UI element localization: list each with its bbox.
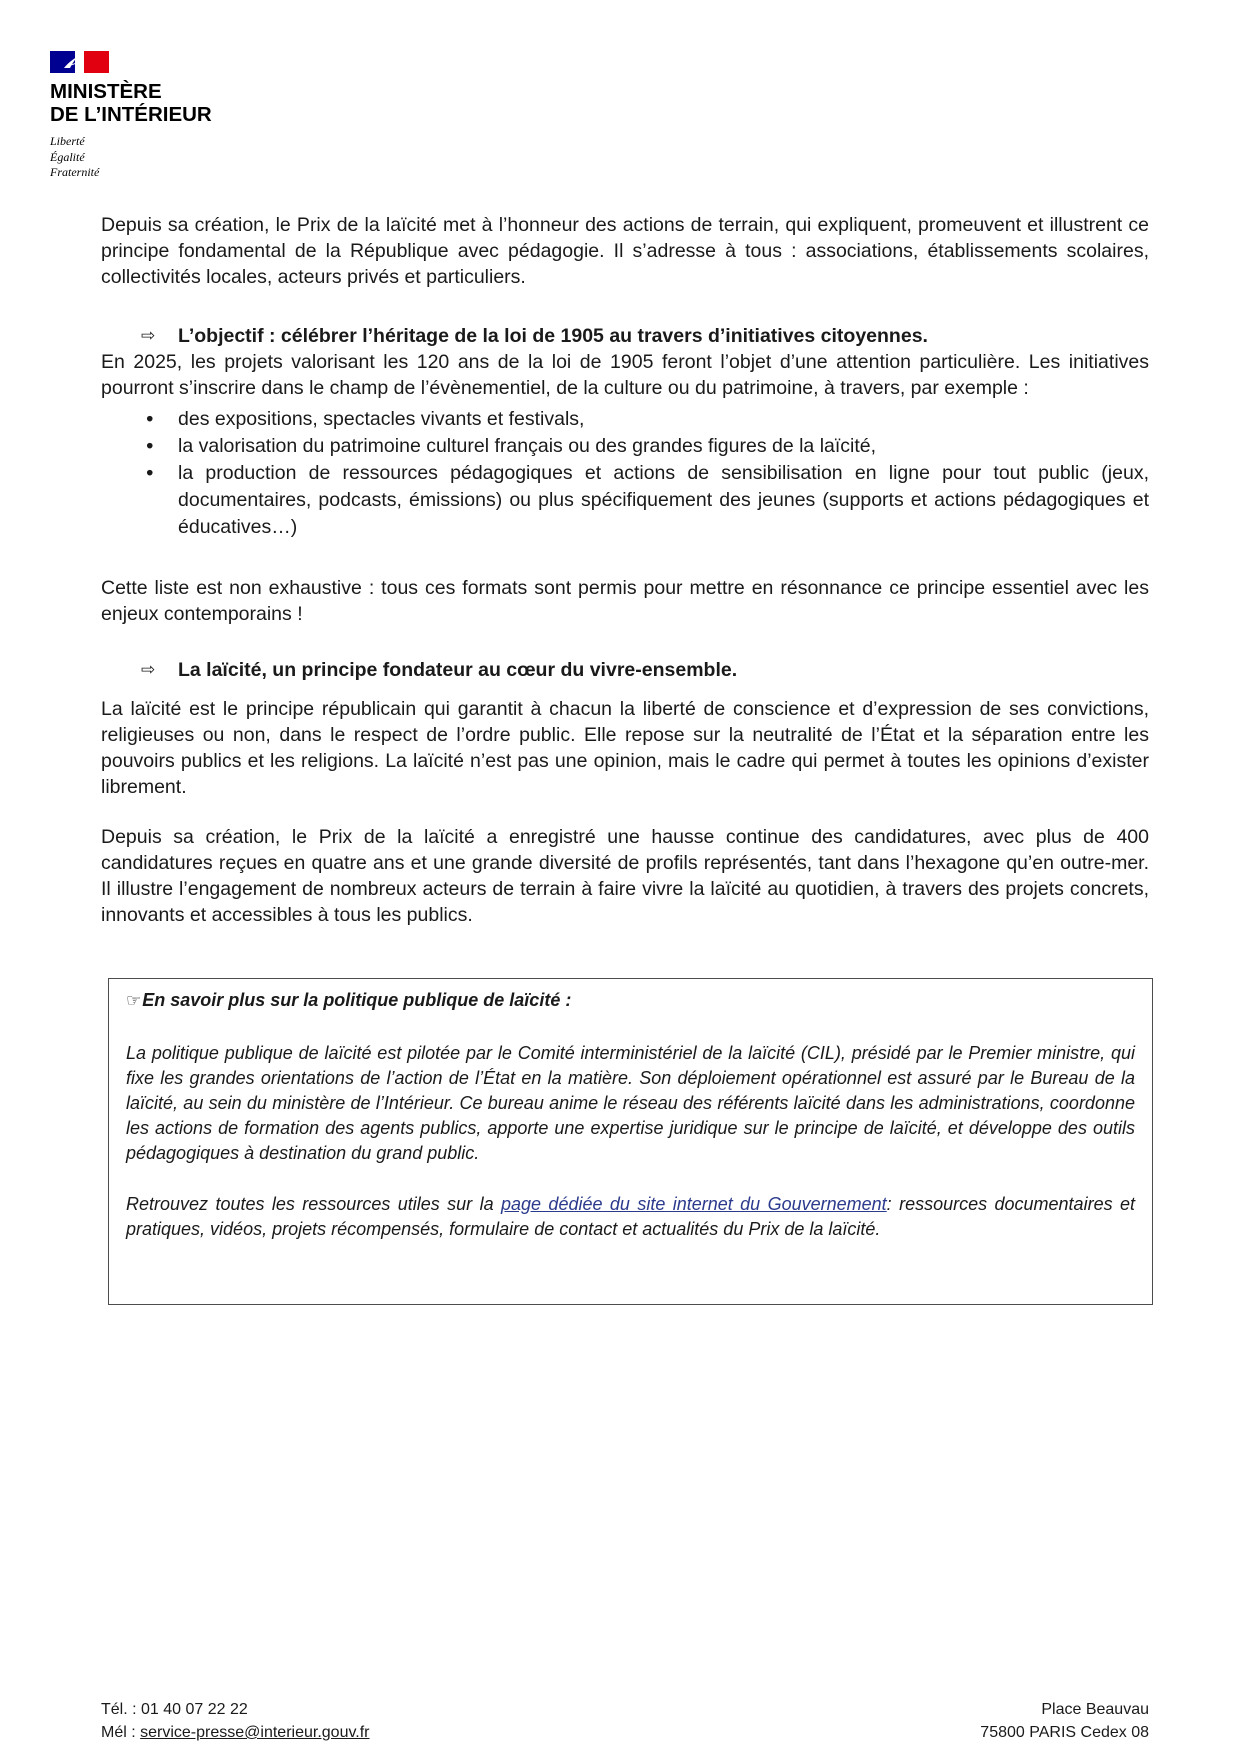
email-line — [101, 1721, 370, 1744]
footer-address — [980, 1698, 1149, 1744]
document-body — [101, 212, 1149, 1305]
pointing-hand-icon — [126, 991, 141, 1011]
section-heading-principle-label: La laïcité, un principe fondateur au cœur du vivre-ensemble. — [178, 659, 738, 681]
ministry-name-line2: DE L’INTÉRIEUR — [50, 103, 212, 126]
list-item: • la production de ressources pédagogiques et actions de sensibilisation en ligne pour tout public (jeux, documentaires, podcasts, émissions) ou plus spécifiquement des jeunes (supports et actions pédagogiques et éducatives…) — [178, 460, 1149, 541]
objective-paragraph: En 2025, les projets valorisant les 120 ans de la loi de 1905 feront l’objet d’une attention particulière. Les initiatives pourront s’inscrire dans le champ de l’évènementiel, de la culture ou du patrimoine, à travers, par exemple : — [101, 351, 1149, 399]
principle-paragraph: La laïcité est le principe républicain qui garantit à chacun la liberté de conscience et d’expression de ses convictions, religieuses ou non, dans le respect de l’ordre public. Elle repose sur la neutralité de l’État et la séparation entre les pouvoirs publics et les religions. La laïcité n’est pas une opinion, mais le cadre qui permet à toutes les opinions d’exister librement. — [101, 698, 1149, 798]
section-heading-objective — [101, 323, 1149, 349]
section-heading-principle — [101, 657, 1149, 683]
info-box-title-label: En savoir plus sur la politique publique de laïcité : — [142, 990, 572, 1010]
closing-note-paragraph: Cette liste est non exhaustive : tous ces formats sont permis pour mettre en résonnance ce principe essentiel avec les enjeux contemporains ! — [101, 577, 1149, 625]
ministry-name — [50, 80, 212, 126]
marianne-flag-icon — [50, 51, 109, 73]
motto-fraternite: Fraternité — [50, 165, 100, 179]
info-box — [108, 978, 1153, 1305]
footer-contact — [101, 1698, 370, 1744]
email-label: Mél : — [101, 1724, 141, 1741]
government-page-link[interactable]: page dédiée du site internet du Gouvernement — [500, 1194, 887, 1214]
arrow-right-icon — [141, 657, 155, 683]
examples-list — [101, 406, 1149, 541]
resources-text-after: : ressources documentaires et pratiques, vidéos, projets récompensés, formulaire de contact et actualités du Prix de la laïcité. — [126, 1194, 1135, 1239]
ministry-logo — [50, 51, 212, 181]
republic-motto — [50, 134, 212, 181]
motto-liberte: Liberté — [50, 134, 85, 148]
list-item: • la valorisation du patrimoine culturel français ou des grandes figures de la laïcité, — [178, 433, 1149, 460]
phone-number: Tél. : 01 40 07 22 22 — [101, 1701, 248, 1718]
email-link[interactable]: service-presse@interieur.gouv.fr — [140, 1724, 370, 1741]
motto-egalite: Égalité — [50, 149, 85, 164]
ministry-name-line1: MINISTÈRE — [50, 80, 162, 103]
resources-paragraph — [126, 1192, 1135, 1242]
arrow-right-icon — [141, 323, 155, 349]
info-box-paragraph: La politique publique de laïcité est pilotée par le Comité interministériel de la laïcité (CIL), présidé par le Premier ministre, qui fixe les grandes orientations de l’action de l’État en la matière. Son déploiement opérationnel est assuré par le Bureau de la laïcité, au sein du ministère de l’Intérieur. Ce bureau anime le réseau des référents laïcité dans les administrations, coordonne les actions de formation des agents publics, apporte une expertise juridique sur le principe de laïcité, et développe des outils pédagogiques à destination du grand public. — [126, 1043, 1135, 1163]
address-line1: Place Beauvau — [1041, 1701, 1149, 1718]
history-paragraph: Depuis sa création, le Prix de la laïcité a enregistré une hausse continue des candidatures, avec plus de 400 candidatures reçues en quatre ans et une grande diversité de profils représentés, tant dans l’hexagone qu’en outre-mer. Il illustre l’engagement de nombreux acteurs de terrain à faire vivre la laïcité au quotidien, à travers des projets concrets, innovants et accessibles à tous les publics. — [101, 826, 1149, 926]
address-line2: 75800 PARIS Cedex 08 — [980, 1724, 1149, 1741]
intro-paragraph: Depuis sa création, le Prix de la laïcité met à l’honneur des actions de terrain, qui expliquent, promeuvent et illustrent ce principe fondamental de la République avec pédagogie. Il s’adresse à tous : associations, établissements scolaires, collectivités locales, acteurs privés et particuliers. — [101, 214, 1149, 288]
resources-text-before: Retrouvez toutes les ressources utiles sur la — [126, 1194, 501, 1214]
info-box-title — [126, 988, 1135, 1014]
list-item: • des expositions, spectacles vivants et festivals, — [178, 406, 1149, 433]
section-heading-objective-label: L’objectif : célébrer l’héritage de la loi de 1905 au travers d’initiatives citoyennes. — [178, 325, 928, 347]
